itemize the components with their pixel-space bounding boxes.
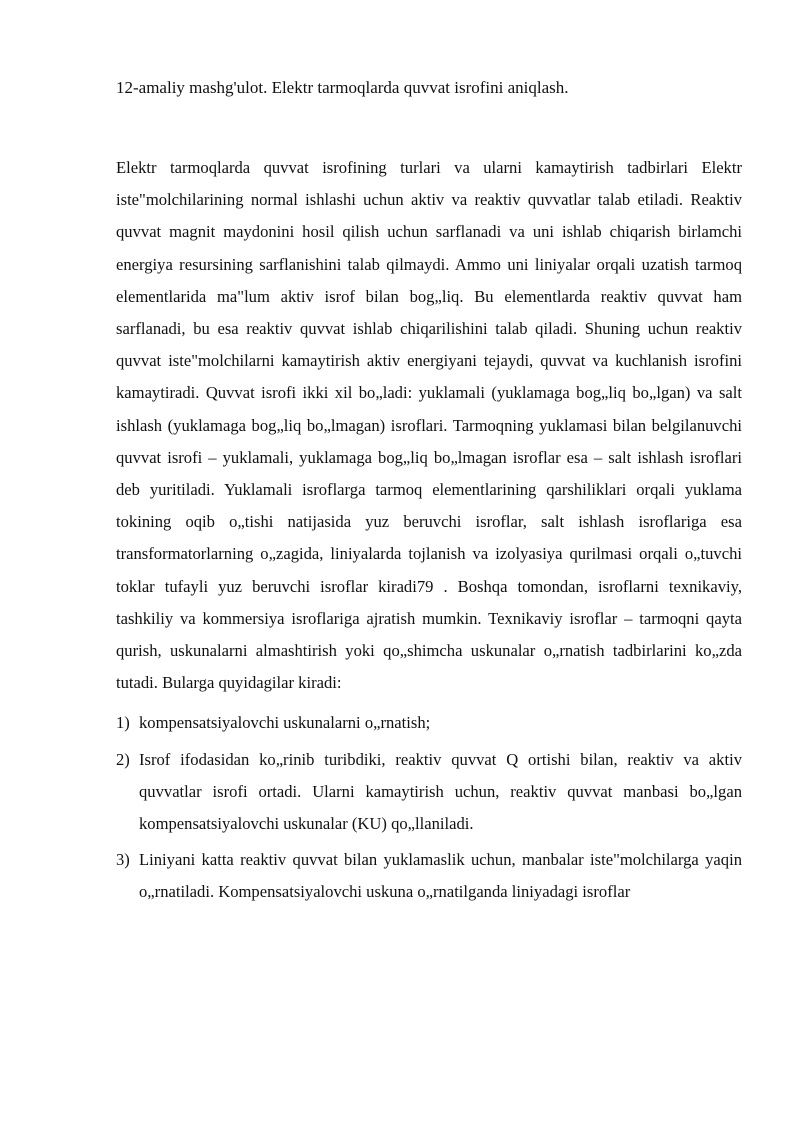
list-item-number: 1)	[116, 713, 130, 733]
document-title: 12-amaliy mashg'ulot. Elektr tarmoqlarda quvvat isrofini aniqlash.	[116, 78, 569, 97]
numbered-list	[116, 707, 742, 908]
list-item	[116, 707, 742, 739]
list-item-number: 3)	[116, 850, 130, 870]
document-page	[116, 74, 742, 913]
list-item	[116, 844, 742, 908]
body-paragraph: Elektr tarmoqlarda quvvat isrofining turlari va ularni kamaytirish tadbirlari Elektr iste"molchilarining normal ishlashi uchun aktiv va reaktiv quvvatlar talab etiladi. Reaktiv quvvat magnit maydonini hosil qilish uchun sarflanadi va uni ishlab chiqarish birlamchi energiya resursining sarflanishini talab qilmaydi. Ammo uni liniyalar orqali uzatish tarmoq elementlarida ma"lum aktiv isrof bilan bog„liq. Bu elementlarda reaktiv quvvat ham sarflanadi, bu esa reaktiv quvvat ishlab chiqarilishini talab qiladi. Shuning uchun reaktiv quvvat iste"molchilarni kamaytirish aktiv energiyani tejaydi, quvvat va kuchlanish isrofini kamaytiradi. Quvvat isrofi ikki xil bo„ladi: yuklamali (yuklamaga bog„liq bo„lgan) va salt ishlash (yuklamaga bog„liq bo„lmagan) isroflari. Tarmoqning yuklamasi bilan belgilanuvchi quvvat isrofi – yuklamali, yuklamaga bog„liq bo„lmagan isroflar esa – salt ishlash isroflari deb yuritiladi. Yuklamali isroflarga tarmoq elementlarining qarshiliklari orqali yuklama tokining oqib o„tishi natijasida yuz beruvchi isroflar, salt ishlash isroflariga esa transformatorlarning o„zagida, liniyalarda tojlanish va izolyasiya qurilmasi orqali o„tuvchi toklar tufayli yuz beruvchi isroflar kiradi79 . Boshqa tomondan, isroflarni texnikaviy, tashkiliy va kommersiya isroflariga ajratish mumkin. Texnikaviy isroflar – tarmoqni qayta qurish, uskunalarni almashtirish yoki qo„shimcha uskunalar o„rnatish tadbirlarini ko„zda tutadi. Bularga quyidagilar kiradi:	[116, 158, 742, 693]
list-item-text: Isrof ifodasidan ko„rinib turibdiki, reaktiv quvvat Q ortishi bilan, reaktiv va aktiv quvvatlar isrofi ortadi. Ularni kamaytirish uchun, reaktiv quvvat manbasi bo„lgan kompensatsiyalovchi uskunalar (KU) qo„llaniladi.	[139, 749, 742, 834]
list-item-text: kompensatsiyalovchi uskunalarni o„rnatish;	[139, 713, 431, 733]
list-item-text: Liniyani katta reaktiv quvvat bilan yuklamaslik uchun, manbalar iste"molchilarga yaqin o„rnatiladi. Kompensatsiyalovchi uskuna o„rnatilganda liniyadagi isroflar	[139, 850, 742, 902]
list-item-number: 2)	[116, 749, 130, 769]
list-item	[116, 744, 742, 841]
